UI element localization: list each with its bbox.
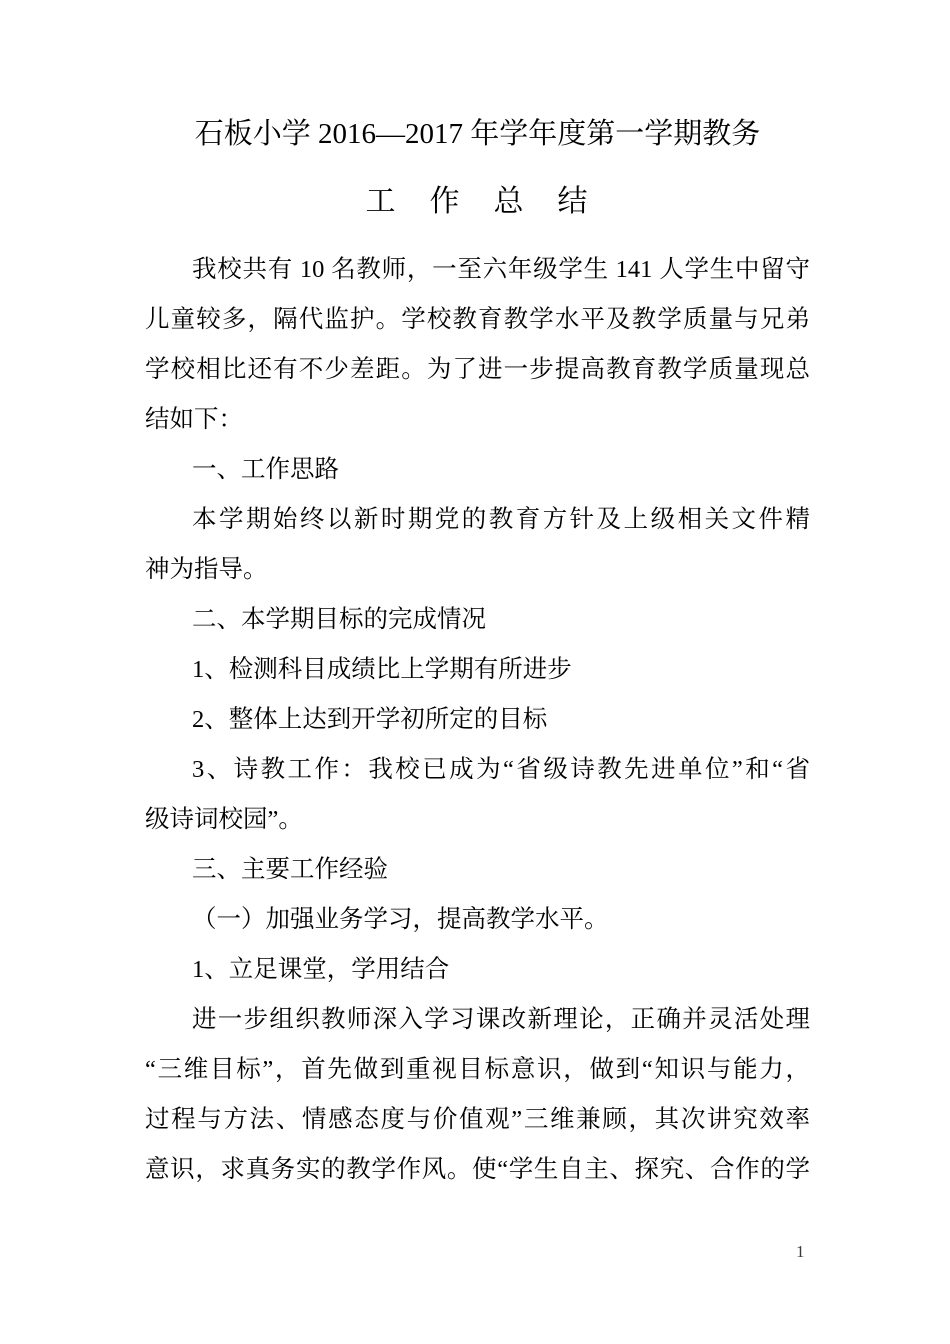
doc-body (145, 245, 810, 1195)
section-heading: 二、本学期目标的完成情况 (192, 606, 486, 633)
body-line: 级诗词校园”。 (145, 806, 303, 833)
list-item: 3、诗教工作：我校已成为“省级诗教先进单位”和“省 (192, 756, 810, 783)
body-line: 过程与方法、情感态度与价值观”三维兼顾，其次讲究效率 (145, 1106, 810, 1133)
body-line: 意识，求真务实的教学作风。使“学生自主、探究、合作的学 (145, 1156, 810, 1183)
section-heading: 一、工作思路 (192, 456, 339, 483)
page-number: 1 (796, 1242, 805, 1261)
body-line: 儿童较多，隔代监护。学校教育教学水平及教学质量与兄弟 (145, 306, 810, 333)
body-line: 进一步组织教师深入学习课改新理论，正确并灵活处理 (192, 1006, 810, 1033)
body-line: 学校相比还有不少差距。为了进一步提高教育教学质量现总 (145, 356, 810, 383)
list-item: 1、检测科目成绩比上学期有所进步 (192, 656, 572, 683)
body-line: 神为指导。 (145, 556, 268, 583)
doc-title-line2: 工 作 总 结 (365, 185, 590, 218)
list-item: 2、整体上达到开学初所定的目标 (192, 706, 548, 733)
body-line: 本学期始终以新时期党的教育方针及上级相关文件精 (192, 506, 810, 533)
doc-title-line1: 石板小学 2016—2017 年学年度第一学期教务 (194, 118, 761, 150)
section-heading: 三、主要工作经验 (192, 856, 388, 883)
body-line: 我校共有 10 名教师，一至六年级学生 141 人学生中留守 (192, 256, 810, 283)
body-line: “三维目标”，首先做到重视目标意识，做到“知识与能力， (145, 1056, 810, 1083)
body-line: 结如下： (145, 406, 243, 433)
subsection-heading: （一）加强业务学习，提高教学水平。 (192, 906, 609, 933)
subsection-heading: 1、立足课堂，学用结合 (192, 956, 450, 983)
